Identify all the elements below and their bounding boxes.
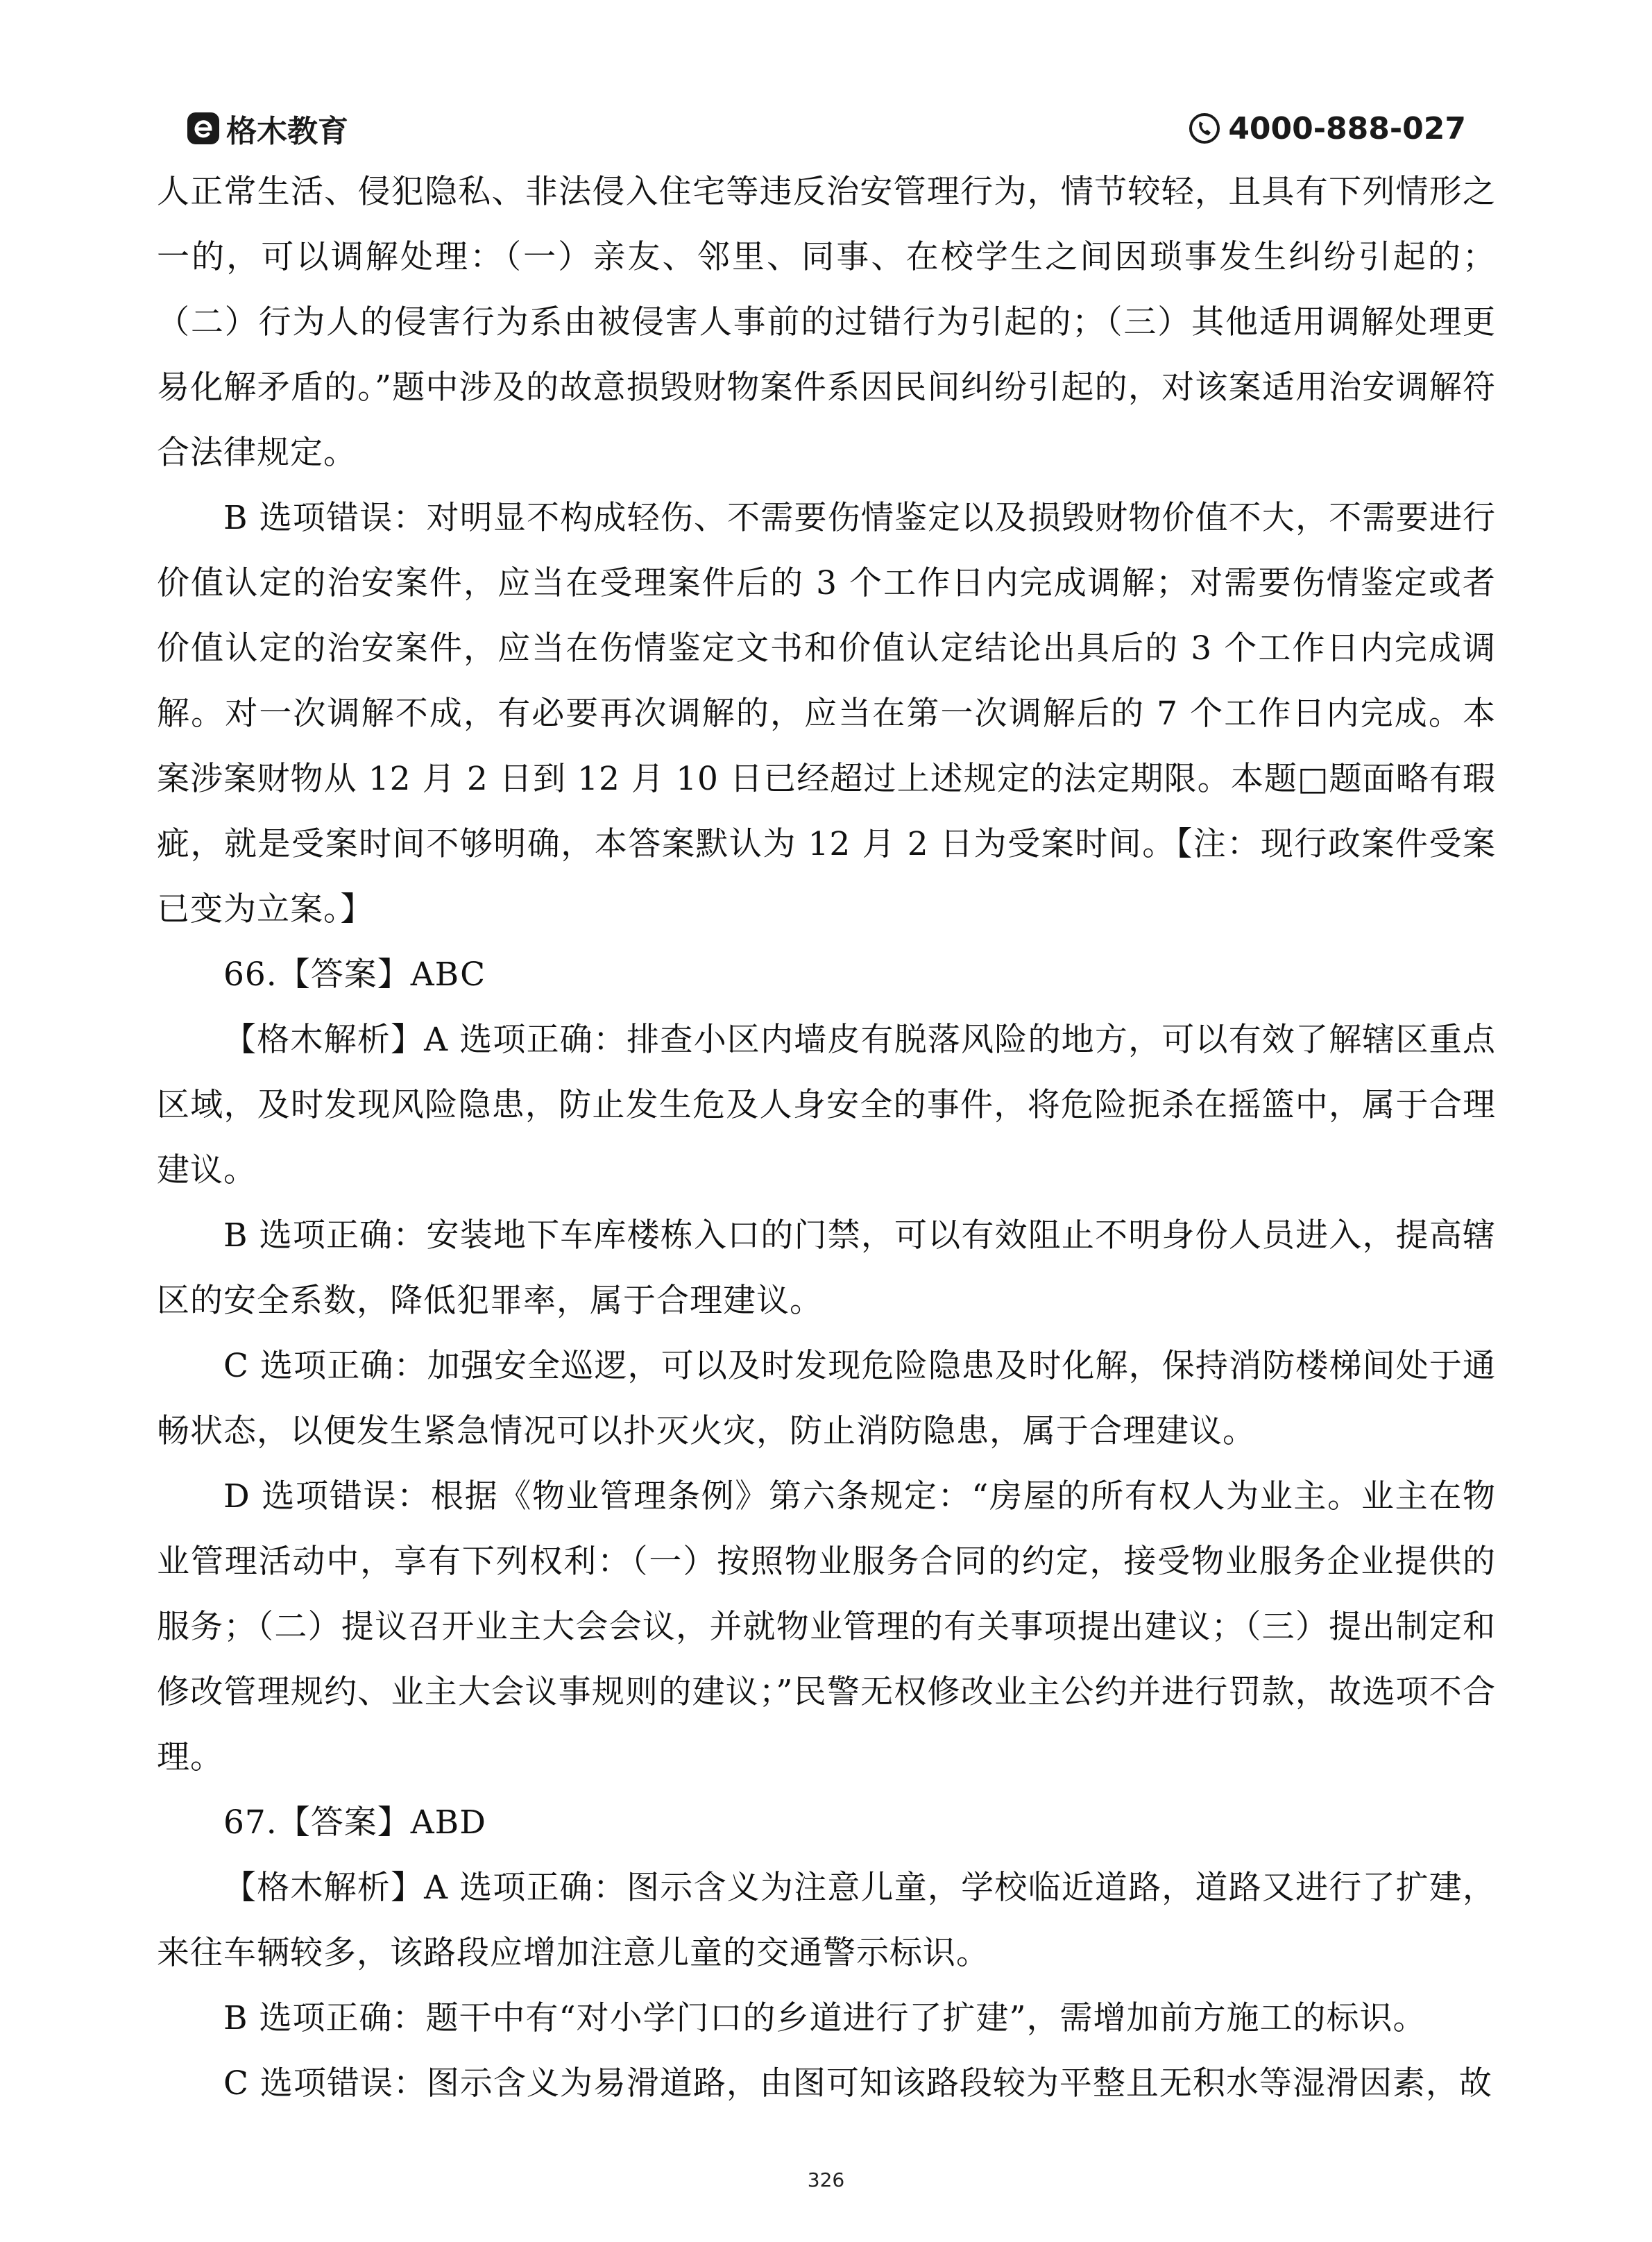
paragraph: D 选项错误：根据《物业管理条例》第六条规定：“房屋的所有权人为业主。业主在物业管理活动中，享有下列权利：（一）按照物业服务合同的约定，接受物业服务企业提供的服务；（二）提议召开业主大会会议，并就物业管理的有关事项提出建议；（三）提出制定和修改管理规约、业主大会议事规则的建议；”民警无权修改业主公约并进行罚款，故选项不合理。 <box>157 1477 1496 1776</box>
page-number: 326 <box>807 2168 845 2191</box>
paragraph: C 选项错误：图示含义为易滑道路，由图可知该路段较为平整且无积水等湿滑因素，故 <box>223 2064 1492 2103</box>
brand-name: 格木教育 <box>226 114 348 149</box>
document-body <box>157 160 1496 2116</box>
paragraph: 人正常生活、侵犯隐私、非法侵入住宅等违反治安管理行为，情节较轻，且具有下列情形之一的，可以调解处理：（一）亲友、邻里、同事、在校学生之间因琐事发生纠纷引起的；（二）行为人的侵害行为系由被侵害人事前的过错行为引起的；（三）其他适用调解处理更易化解矛盾的。”题中涉及的故意损毁财物案件系因民间纠纷引起的，对该案适用治安调解符合法律规定。 <box>157 173 1496 472</box>
phone-icon <box>1188 112 1221 145</box>
logo-e-icon <box>186 111 221 146</box>
paragraph: B 选项正确：题干中有“对小学门口的乡道进行了扩建”，需增加前方施工的标识。 <box>223 1999 1427 2037</box>
page-header <box>186 104 1466 153</box>
paragraph: C 选项正确：加强安全巡逻，可以及时发现危险隐患及时化解，保持消防楼梯间处于通畅状态，以便发生紧急情况可以扑灭火灾，防止消防隐患，属于合理建议。 <box>157 1347 1496 1450</box>
paragraph: 【格木解析】A 选项正确：排查小区内墙皮有脱落风险的地方，可以有效了解辖区重点区域，及时发现风险隐患，防止发生危及人身安全的事件，将危险扼杀在摇篮中，属于合理建议。 <box>157 1021 1496 1189</box>
answer-heading: 67.【答案】ABD <box>223 1803 486 1842</box>
answer-heading: 66.【答案】ABC <box>223 956 486 994</box>
paragraph: B 选项错误：对明显不构成轻伤、不需要伤情鉴定以及损毁财物价值不大，不需要进行价值认定的治安案件，应当在受理案件后的 3 个工作日内完成调解；对需要伤情鉴定或者价值认定的治安案件，应当在伤情鉴定文书和价值认定结论出具后的 3 个工作日内完成调解。对一次调解不成，有必要再次调解的，应当在第一次调解后的 7 个工作日内完成。本案涉案财物从 12 月 2 日到 12 月 10 日已经超过上述规定的法定期限。本题□题面略有瑕疵，就是受案时间不够明确，本答案默认为 12 月 2 日为受案时间。【注：现行政案件受案已变为立案。】 <box>157 499 1496 928</box>
brand-logo <box>186 104 348 153</box>
paragraph: 【格木解析】A 选项正确：图示含义为注意儿童，学校临近道路，道路又进行了扩建，来往车辆较多，该路段应增加注意儿童的交通警示标识。 <box>157 1869 1496 1972</box>
hotline <box>1188 104 1466 153</box>
phone-number: 4000-888-027 <box>1228 110 1466 146</box>
paragraph: B 选项正确：安装地下车库楼栋入口的门禁，可以有效阻止不明身份人员进入，提高辖区的安全系数，降低犯罪率，属于合理建议。 <box>157 1216 1496 1320</box>
